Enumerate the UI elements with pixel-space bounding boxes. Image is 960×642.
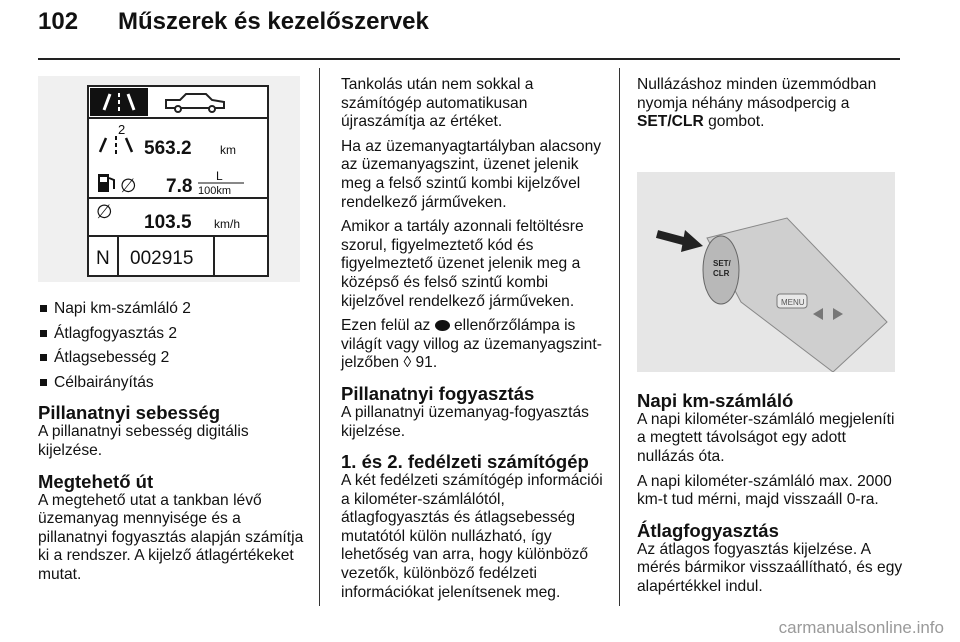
consumption-unit-bottom: 100km bbox=[198, 185, 232, 197]
trip-index: 2 bbox=[118, 122, 126, 137]
paragraph-control-lamp: Ezen felül az ellenőrzőlámpa is világít vagy villog az üzemanyagszint-jelzőben ◊ 91. bbox=[341, 317, 602, 372]
column-3 bbox=[637, 76, 905, 603]
svg-text:MENU: MENU bbox=[781, 297, 805, 307]
trip-distance-value: 563.2 bbox=[144, 138, 192, 159]
fuel-warning-lamp-icon bbox=[435, 320, 450, 331]
heading-current-speed: Pillanatnyi sebesség bbox=[38, 402, 221, 424]
heading-instant-consumption: Pillanatnyi fogyasztás bbox=[341, 382, 535, 404]
paragraph-warning: Amikor a tartály azonnali feltöltésre szorul, figyelmeztető kód és figyelmeztető üzenet jelenik meg a középső és felső szintű kombi kijelzővel rendelkező járműveken. bbox=[341, 218, 584, 310]
paragraph-average-consumption: Az átlagos fogyasztás kijelzése. A mérés bármikor visszaállítható, és egy alapértékkel indul. bbox=[637, 540, 903, 595]
gear-indicator: N bbox=[96, 248, 110, 269]
paragraph-low-fuel: Ha az üzemanyagtartályban alacsony az üzemanyagszint, üzenet jelenik meg a felső szintű kombi kijelzővel rendelkező járműveken. bbox=[341, 137, 602, 211]
instrument-display-figure bbox=[38, 76, 300, 282]
list-item: Célbairányítás bbox=[38, 374, 312, 393]
stalk-illustration bbox=[637, 172, 895, 372]
speed-value: 103.5 bbox=[144, 212, 192, 233]
arrow-pointer-icon bbox=[657, 234, 687, 242]
paragraph-range: A megtehető utat a tankban lévő üzemanyag mennyisége és a pillanatnyi fogyasztás alapján számítja ki a rendszer. A kijelző átlagértékeket mutat. bbox=[38, 491, 304, 583]
list-item: Átlagsebesség 2 bbox=[38, 349, 312, 368]
average-symbol: ∅ bbox=[120, 175, 137, 197]
stalk-figure bbox=[637, 172, 895, 372]
display-illustration bbox=[38, 76, 300, 282]
average-speed-symbol: ∅ bbox=[96, 201, 113, 223]
set-clr-key: SET/CLR bbox=[637, 113, 704, 131]
page-number: 102 bbox=[38, 8, 79, 35]
consumption-unit-top: L bbox=[216, 169, 223, 183]
page-title: Műszerek és kezelőszervek bbox=[118, 8, 429, 35]
svg-text:SET/: SET/ bbox=[713, 258, 731, 268]
list-item: Átlagfogyasztás 2 bbox=[38, 325, 312, 344]
paragraph-current-speed: A pillanatnyi sebesség digitális kijelzése. bbox=[38, 423, 249, 459]
speed-unit: km/h bbox=[214, 217, 241, 231]
heading-range: Megtehető út bbox=[38, 470, 154, 492]
column-2 bbox=[341, 76, 607, 608]
paragraph-reset: Nullázáshoz minden üzemmódban nyomja néhány másodpercig a SET/CLR gombot. bbox=[637, 76, 877, 131]
column-divider-1 bbox=[319, 68, 320, 606]
heading-trip-meter: Napi km-számláló bbox=[637, 389, 794, 411]
trip-distance-unit: km bbox=[220, 143, 236, 157]
paragraph-trip-meter-2: A napi kilométer-számláló max. 2000 km-t tud mérni, majd visszaáll 0-ra. bbox=[637, 472, 892, 509]
column-1 bbox=[38, 76, 312, 591]
paragraph-trip-computer: A két fedélzeti számítógép információi a kilométer-számlálótól, átlagfogyasztás és átlagsebesség mutatótól külön nullázható, így lehetőség van arra, hogy különböző vezetők, különböző fedélzeti információkat jelenítsenek meg. bbox=[341, 472, 603, 601]
paragraph-refuel: Tankolás után nem sokkal a számítógép automatikusan újraszámítja az értéket. bbox=[341, 76, 534, 131]
svg-text:CLR: CLR bbox=[713, 268, 730, 278]
total-odometer: 002915 bbox=[130, 248, 194, 269]
consumption-value: 7.8 bbox=[166, 176, 193, 197]
column-divider-2 bbox=[619, 68, 620, 606]
list-item: Napi km-számláló 2 bbox=[38, 300, 312, 319]
header-rule bbox=[38, 58, 900, 60]
paragraph-trip-meter-1: A napi kilométer-számláló megjeleníti a megtett távolságot egy adott nullázás óta. bbox=[637, 410, 895, 465]
display-items-list bbox=[38, 300, 312, 392]
page-reference-link[interactable]: ◊ 91. bbox=[403, 354, 438, 372]
heading-average-consumption: Átlagfogyasztás bbox=[637, 519, 779, 541]
heading-trip-computer: 1. és 2. fedélzeti számítógép bbox=[341, 451, 589, 473]
watermark-footer: carmanualsonline.info bbox=[778, 618, 944, 637]
paragraph-instant-consumption: A pillanatnyi üzemanyag-fogyasztás kijelzése. bbox=[341, 403, 589, 440]
